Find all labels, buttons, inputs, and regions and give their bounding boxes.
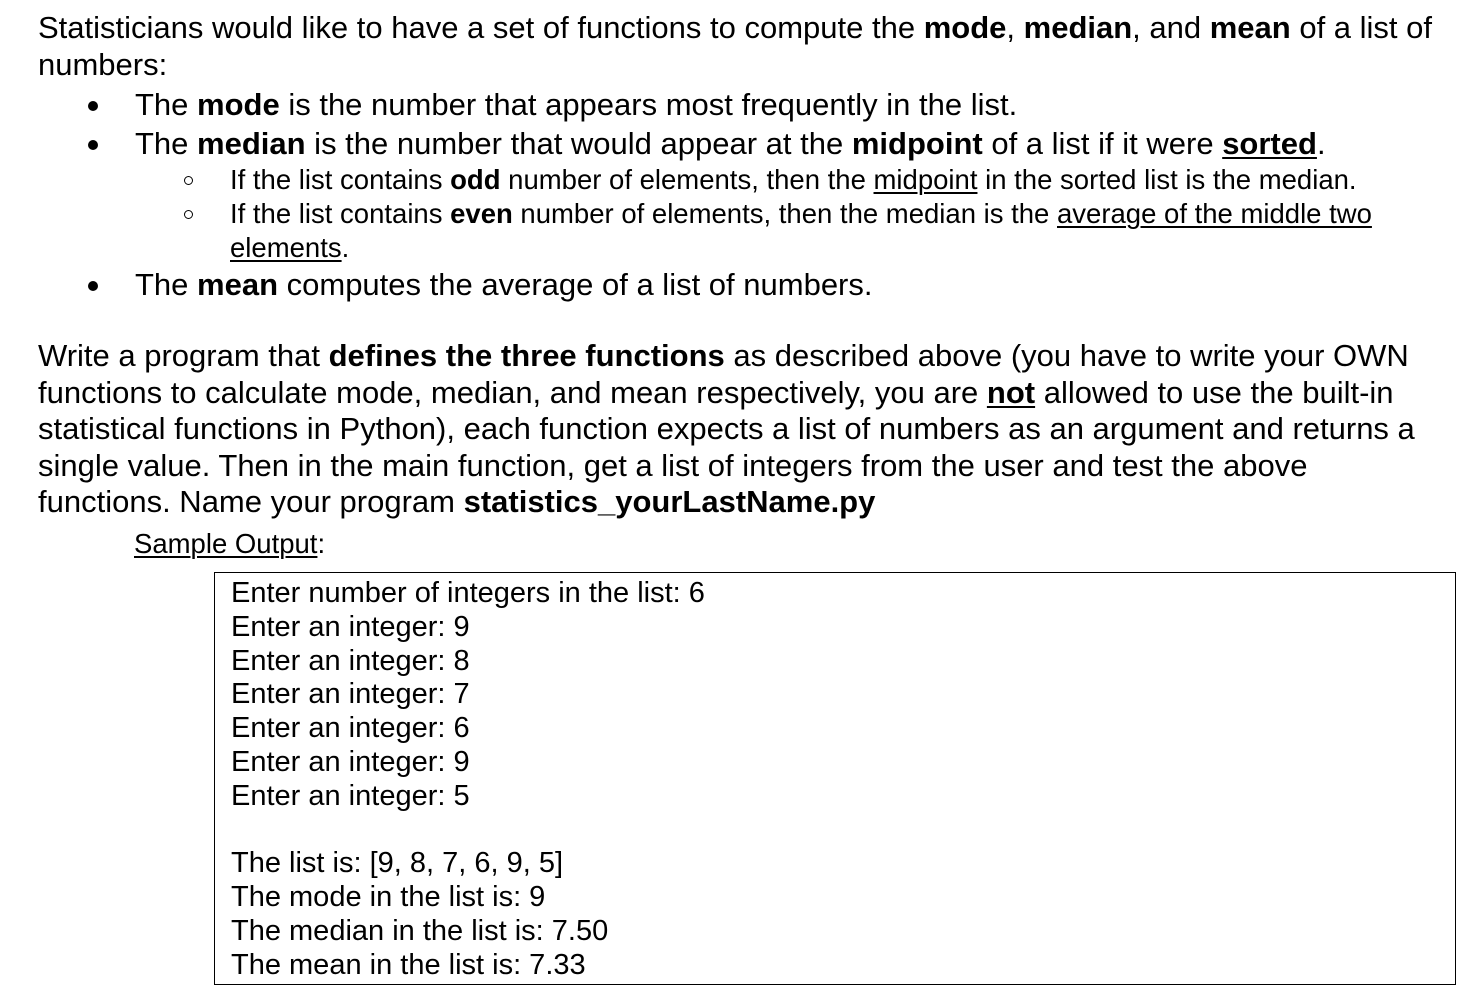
sample-output-box — [214, 572, 1456, 985]
definitions-list — [38, 85, 1448, 304]
median-sublist — [135, 163, 1448, 265]
sample-output-label: Sample Output: — [134, 527, 326, 559]
output-line: Enter an integer: 9 — [231, 610, 470, 643]
output-line: The mode in the list is: 9 — [231, 881, 546, 914]
bullet-median: The median is the number that would appear at the midpoint of a list if it were sorted. If the list contains odd number of elements, then the midpoint in the sorted list is the median. If the list contains even number of elements, then the median is the average of the middle two elements. — [38, 124, 1448, 265]
output-line: Enter an integer: 8 — [231, 644, 470, 677]
intro-paragraph: Statisticians would like to have a set of functions to compute the mode, median, and mean of a list of numbers: — [38, 10, 1433, 82]
output-line: Enter number of integers in the list: 6 — [231, 577, 705, 609]
document-body — [38, 10, 1448, 561]
output-line: Enter an integer: 6 — [231, 712, 470, 745]
sub-bullet-odd: If the list contains odd number of elements, then the midpoint in the sorted list is the median. — [38, 163, 1448, 197]
output-line: Enter an integer: 9 — [231, 745, 470, 778]
output-line — [231, 814, 1455, 848]
bullet-mode: The mode is the number that appears most frequently in the list. — [38, 85, 1448, 124]
bullet-mean: The mean computes the average of a list of numbers. — [38, 265, 1448, 304]
output-line: Enter an integer: 5 — [231, 779, 470, 812]
output-line: Enter an integer: 7 — [231, 678, 470, 711]
task-paragraph: Write a program that defines the three functions as described above (you have to write your OWN functions to calculate mode, median, and mean respectively, you are not allowed to use the built-in statistical functions in Python), each function expects a list of numbers as an argument and returns a single value. Then in the main function, get a list of integers from the user and test the above functions. Name your program statistics_yourLastName.py — [38, 338, 1415, 519]
output-line: The mean in the list is: 7.33 — [231, 948, 586, 981]
output-line: The median in the list is: 7.50 — [231, 914, 609, 947]
sub-bullet-even: If the list contains even number of elements, then the median is the average of the middle two elements. — [38, 197, 1448, 265]
output-line: The list is: [9, 8, 7, 6, 9, 5] — [231, 847, 564, 880]
